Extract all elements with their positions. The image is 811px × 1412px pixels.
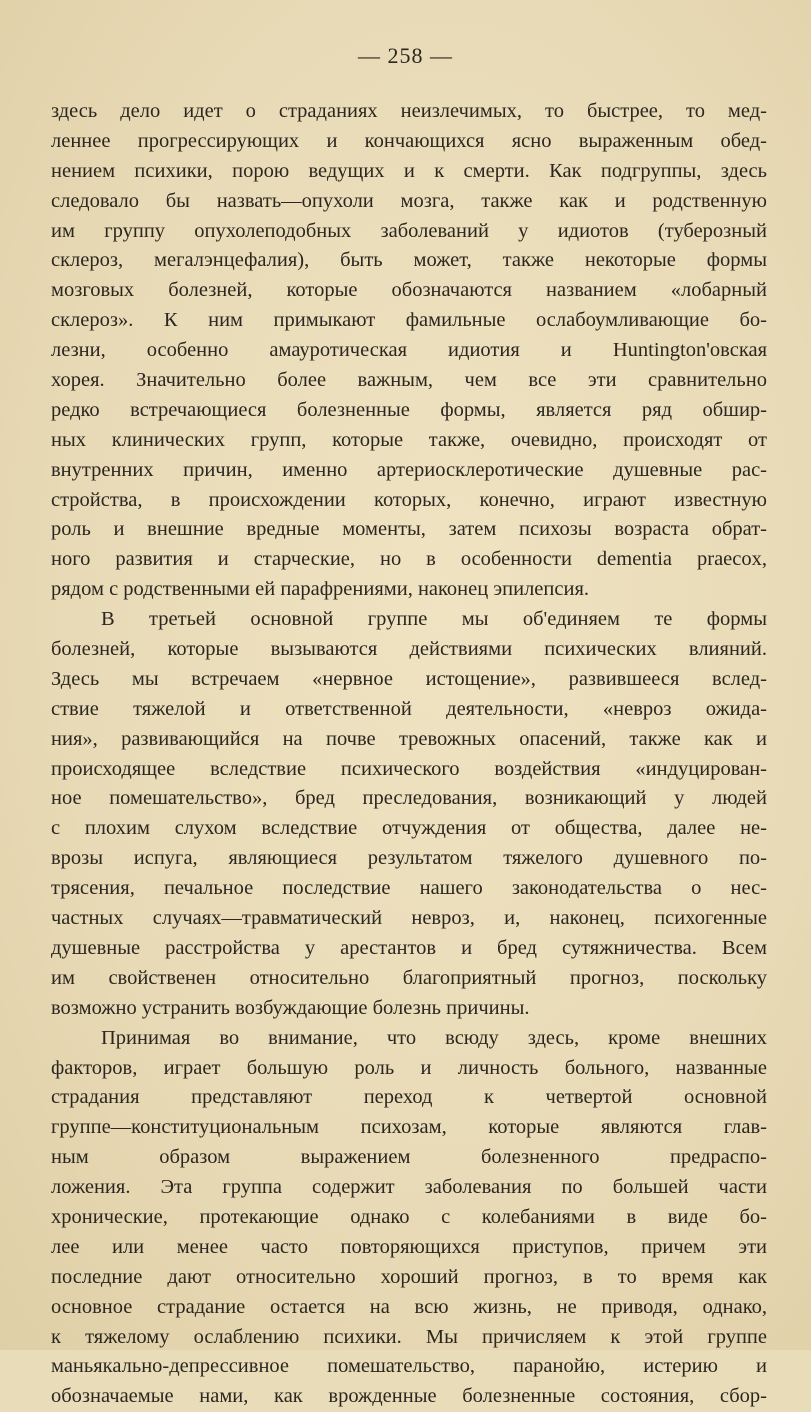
page-number: — 258 — [358,43,453,68]
text-line: склероз». К ним примыкают фамильные ослабоумливающие бо- [51,309,767,332]
text-line: ствие тяжелой и ответственной деятельности, «невроз ожида- [51,697,767,720]
text-line: факторов, играет большую роль и личность больного, названные [51,1056,767,1079]
text-line: маньякально-депрессивное помешательство, паранойю, истерию и [51,1355,767,1378]
text-line: последние дают относительно хороший прогноз, в то время как [51,1265,767,1288]
text-line: ным образом выражением болезненного предраспо- [51,1146,767,1169]
text-line: ных клинических групп, которые также, очевидно, происходят от [51,428,767,451]
text-line: основное страдание остается на всю жизнь, не приводя, однако, [51,1295,767,1318]
text-line: внутренних причин, именно артериосклеротические душевные рас- [51,458,767,481]
text-line: хронические, протекающие однако с колебаниями в виде бо- [51,1205,767,1228]
text-line: лее или менее часто повторяющихся приступов, причем эти [51,1235,767,1258]
text-line: к тяжелому ослаблению психики. Мы причисляем к этой группе [51,1325,767,1348]
text-line: редко встречающиеся болезненные формы, является ряд обшир- [51,398,767,421]
text-line: им группу опухолеподобных заболеваний у идиотов (туберозный [51,219,767,242]
text-line: страдания представляют переход к четвертой основной [51,1086,767,1109]
text-line: роль и внешние вредные моменты, затем психозы возраста обрат- [51,518,767,541]
text-line: обозначаемые нами, как врожденные болезненные состояния, сбор- [51,1385,767,1408]
text-line: стройства, в происхождении которых, конечно, играют известную [51,488,767,511]
text-line: врозы испуга, являющиеся результатом тяжелого душевного по- [51,847,767,870]
text-line: возможно устранить возбуждающие болезнь причины. [51,996,530,1019]
text-line: склероз, мегалэнцефалия), быть может, также некоторые формы [51,249,767,272]
body-text [51,97,767,1412]
text-line: леннее прогрессирующих и кончающихся ясно выраженным обед- [51,129,767,152]
text-line: В третьей основной группе мы об'единяем те формы [101,608,767,631]
text-line: с плохим слухом вследствие отчуждения от общества, далее не- [51,817,767,840]
text-line: душевные расстройства у арестантов и бред сутяжничества. Всем [51,936,767,959]
text-line: нением психики, порою ведущих и к смерти. Как подгруппы, здесь [51,159,767,182]
text-line: здесь дело идет о страданиях неизлечимых, то быстрее, то мед- [51,100,767,122]
text-line: Здесь мы встречаем «нервное истощение», развившееся вслед- [51,667,767,690]
text-line: лезни, особенно амауротическая идиотия и Huntington'овская [51,339,767,362]
text-line: им свойственен относительно благоприятный прогноз, поскольку [51,966,767,989]
text-line: ложения. Эта группа содержит заболевания по большей части [51,1176,767,1199]
text-line: группе—конституциональным психозам, которые являются глав- [51,1116,767,1139]
text-line: происходящее вследствие психического воздействия «индуцирован- [51,757,767,780]
text-line: ния», развивающийся на почве тревожных опасений, также как и [51,727,767,750]
text-line: следовало бы назвать—опухоли мозга, также как и родственную [51,189,767,212]
text-line: рядом с родственными ей парафрениями, наконец эпилепсия. [51,578,590,601]
text-line: Принимая во внимание, что всюду здесь, кроме внешних [101,1026,767,1049]
text-line: болезней, которые вызываются действиями психических влияний. [51,638,767,661]
text-line: ное помешательство», бред преследования, возникающий у людей [51,787,767,810]
text-line: мозговых болезней, которые обозначаются названием «лобарный [51,279,767,302]
text-line: частных случаях—травматический невроз, и, наконец, психогенные [51,907,767,930]
text-line: хорея. Значительно более важным, чем все эти сравнительно [51,369,767,392]
text-line: ного развития и старческие, но в особенности dementia praecox, [51,548,767,571]
text-line: трясения, печальное последствие нашего законодательства о нес- [51,877,767,900]
